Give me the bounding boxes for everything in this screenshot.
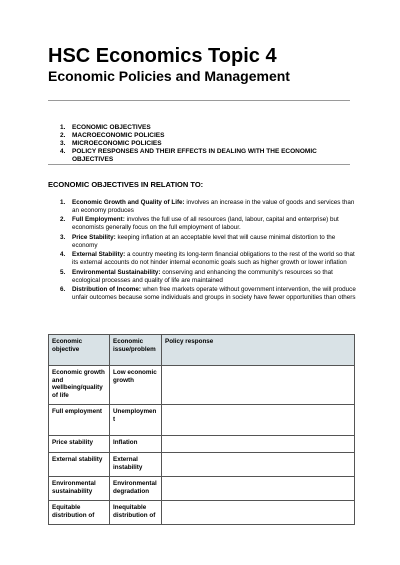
page-subtitle: Economic Policies and Management (48, 68, 290, 84)
policy-response-cell[interactable] (162, 453, 355, 477)
policy-response-cell[interactable] (162, 501, 355, 525)
divider-bottom (48, 164, 350, 165)
list-item: 1. Economic Growth and Quality of Life: involves an increase in the value of goods and services than an economy produces (60, 199, 355, 215)
divider-top (48, 100, 350, 101)
table-row (49, 501, 355, 525)
table-row (49, 366, 355, 405)
section-heading: ECONOMIC OBJECTIVES IN RELATION TO: (48, 180, 204, 189)
policy-response-cell[interactable] (162, 405, 355, 436)
table-header-row (49, 335, 355, 366)
issue-cell: Unemploymen t (110, 405, 162, 436)
issue-cell: Environmental degradation (110, 477, 162, 501)
objective-cell: Price stability (49, 436, 110, 453)
policy-response-table (48, 334, 355, 525)
column-header-issue: Economic issue/problem (110, 335, 162, 366)
list-item: 6. Distribution of Income: when free markets operate without government intervention, the will produce unfair outcomes because some individuals and groups in society have fewer opportunities than others (60, 285, 356, 301)
issue-cell: Inflation (110, 436, 162, 453)
topic-contents-list (60, 124, 342, 164)
list-item: 4. External Stability: a country meeting its long-term financial obligations to the rest of the world so that its external accounts do not hinder internal economic goals such as higher growth or lower inflation (60, 251, 355, 267)
issue-cell: External instability (110, 453, 162, 477)
objective-cell: Equitable distribution of (49, 501, 110, 525)
list-item: 2. Full Employment: involves the full use of all resources (land, labour, capital and enterprise) but economists generally focus on the full employment of labour. (60, 216, 339, 232)
page-title: HSC Economics Topic 4 (48, 45, 277, 67)
table-row (49, 405, 355, 436)
objective-cell: Environmental sustainability (49, 477, 110, 501)
objective-cell: Economic growth and wellbeing/quality of life (49, 366, 110, 405)
list-item: 4. POLICY RESPONSES AND THEIR EFFECTS IN DEALING WITH THE ECONOMIC OBJECTIVES (60, 148, 317, 163)
table-row (49, 436, 355, 453)
objective-cell: External stability (49, 453, 110, 477)
list-item: 3. Price Stability: keeping inflation at an acceptable level that will cause minimal distortion to the economy (60, 233, 336, 249)
policy-response-cell[interactable] (162, 366, 355, 405)
policy-response-cell[interactable] (162, 477, 355, 501)
policy-response-cell[interactable] (162, 436, 355, 453)
list-item: 3. MICROECONOMIC POLICIES (60, 140, 162, 147)
column-header-objective: Economic objective (49, 335, 110, 366)
objectives-list (60, 199, 356, 303)
table-row (49, 477, 355, 501)
table-row (49, 453, 355, 477)
column-header-policy-response: Policy response (162, 335, 355, 366)
list-item: 5. Environmental Sustainability: conserving and enhancing the community's resources so that ecological processes and quality of life are maintained (60, 268, 333, 284)
issue-cell: Inequitable distribution of (110, 501, 162, 525)
issue-cell: Low economic growth (110, 366, 162, 405)
list-item: 2. MACROECONOMIC POLICIES (60, 132, 165, 139)
list-item: 1. ECONOMIC OBJECTIVES (60, 124, 151, 131)
objective-cell: Full employment (49, 405, 110, 436)
